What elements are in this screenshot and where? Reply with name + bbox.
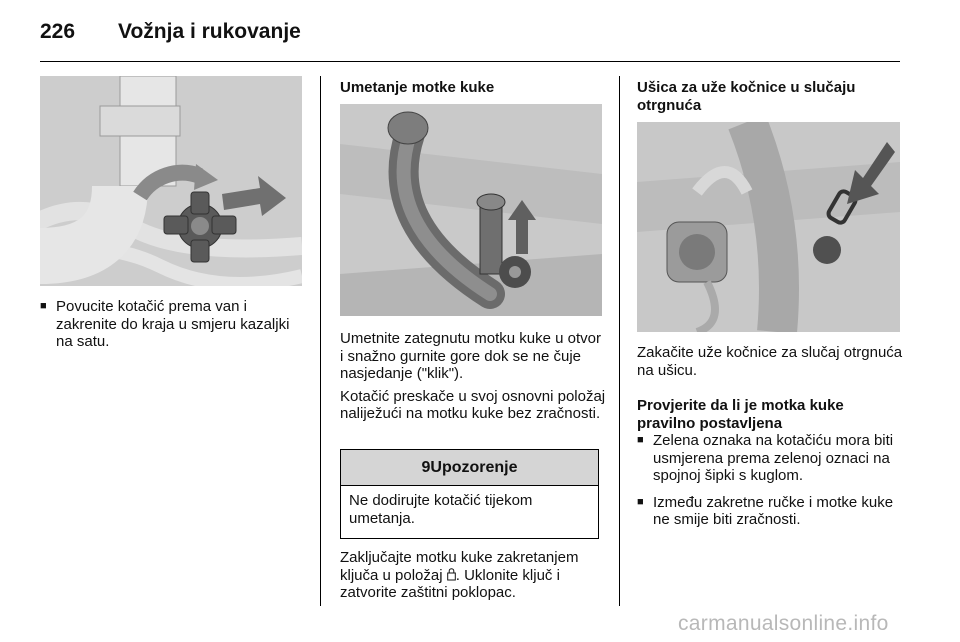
- paragraph-lock-b: . Uklonite ključ i zatvorite zaštitni poklopac.: [340, 566, 560, 601]
- lock-icon: [447, 568, 456, 581]
- paragraph-lock-a: Zaključajte motku kuke zakretanjem ključa u položaj: [340, 549, 579, 584]
- section-heading-insert: Umetanje motke kuke: [340, 79, 495, 96]
- warning-icon: 9: [421, 459, 431, 476]
- paragraph-lock: [340, 549, 606, 602]
- warning-text: Ne dodirujte kotačić tijekom umetanja.: [349, 492, 533, 527]
- section-heading-eyelet: Ušica za uže kočnice u slučaju otrgnuća: [637, 79, 856, 114]
- bullet-no-play: ■ Između zakretne ručke i motke kuke ne smije biti zračnosti.: [637, 494, 903, 529]
- column-divider-1: [320, 76, 321, 606]
- warning-header: [341, 450, 598, 486]
- header-rule: [40, 61, 900, 62]
- figure-insert-hook: [340, 104, 602, 316]
- figure-eyelet: [637, 122, 900, 332]
- column-1: [40, 298, 306, 351]
- column-2-lock: [340, 549, 606, 602]
- warning-title: Upozorenje: [430, 459, 518, 476]
- column-divider-2: [619, 76, 620, 606]
- column-2-text: [340, 330, 606, 423]
- column-3-heading: [637, 79, 903, 114]
- warning-box: [340, 449, 599, 539]
- page-header: [40, 20, 301, 44]
- page-number: 226: [40, 20, 76, 43]
- column-3-text: [637, 344, 903, 529]
- section-heading-check: Provjerite da li je motka kuke pravilno postavljena: [637, 397, 844, 432]
- paragraph-knob: Kotačić preskače u svoj osnovni položaj naliježući na motku kuke bez zračnosti.: [340, 387, 606, 422]
- bullet-pull-knob: ■ Povucite kotačić prema van i zakrenite do kraja u smjeru kazaljki na satu.: [40, 298, 306, 351]
- watermark: carmanualsonline.info: [678, 612, 889, 635]
- paragraph-insert: Umetnite zategnutu motku kuke u otvor i snažno gurnite gore dok se ne čuje nasjedanje ("klik").: [340, 330, 601, 382]
- page-title: Vožnja i rukovanje: [118, 20, 301, 43]
- paragraph-eyelet: Zakačite uže kočnice za slučaj otrgnuća na ušicu.: [637, 344, 903, 379]
- figure-knob-rotate: [40, 76, 302, 286]
- bullet-green-mark: ■ Zelena oznaka na kotačiću mora biti usmjerena prema zelenoj oznaci na spojnoj šipki s kuglom.: [637, 432, 903, 485]
- column-2-heading: [340, 79, 606, 97]
